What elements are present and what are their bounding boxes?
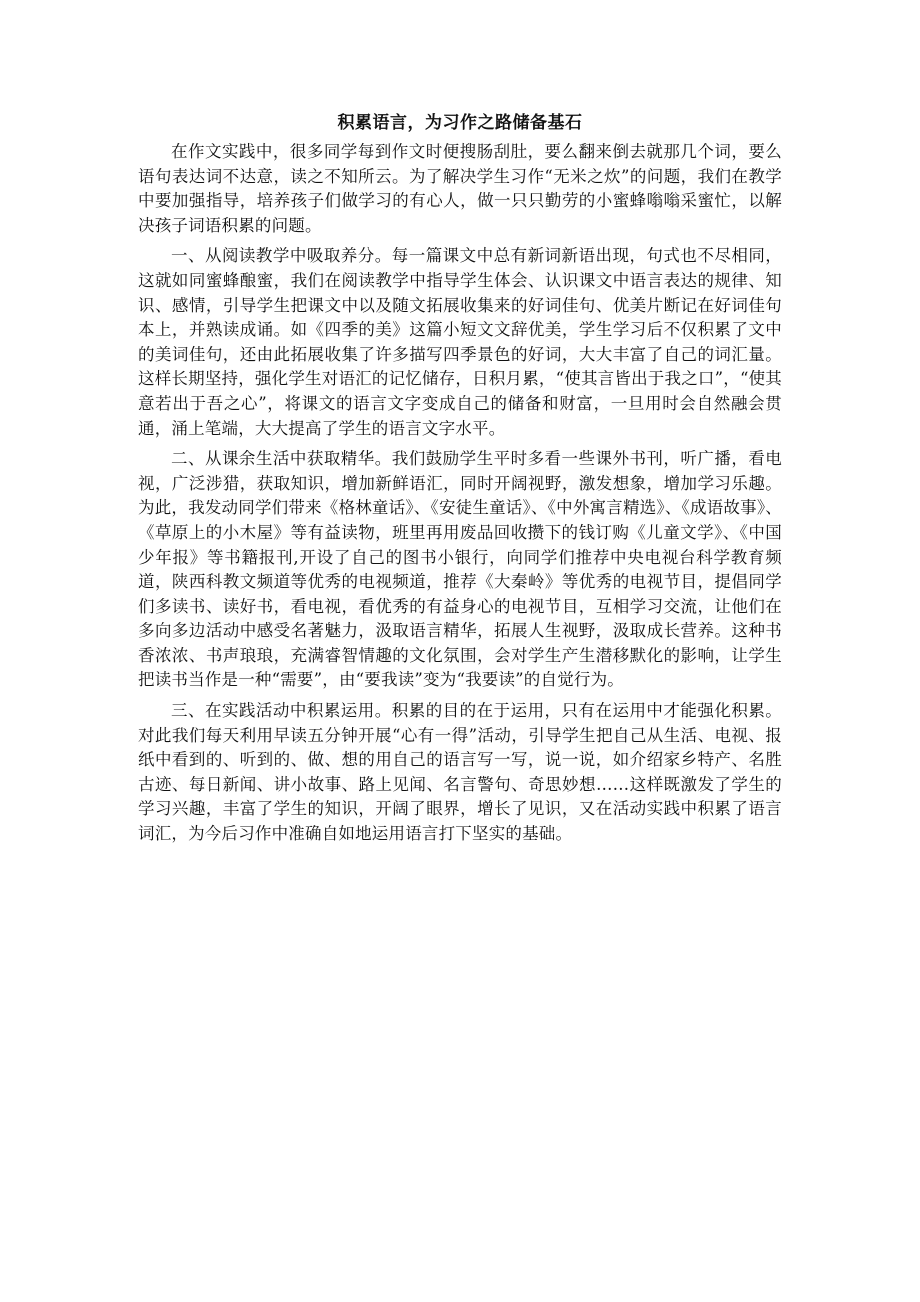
paragraph-reading: 一、从阅读教学中吸取养分。每一篇课文中总有新词新语出现，句式也不尽相同，这就如同蜜蜂酿蜜，我们在阅读教学中指导学生体会、认识课文中语言表达的规律、知识、感情，引导学生把课文中以及随文拓展收集来的好词佳句、优美片断记在好词佳句本上，并熟读成诵。如《四季的美》这篇小短文文辞优美，学生学习后不仅积累了文中的美词佳句，还由此拓展收集了许多描写四季景色的好词，大大丰富了自己的词汇量。这样长期坚持，强化学生对语汇的记忆储存，日积月累，“使其言皆出于我之口”，“使其意若出于吾之心”，将课文的语言文字变成自己的储备和财富，一旦用时会自然融会贯通，涌上笔端，大大提高了学生的语言文字水平。 bbox=[138, 246, 782, 438]
document-title: 积累语言，为习作之路储备基石 bbox=[337, 113, 583, 133]
document-body bbox=[138, 108, 782, 853]
paragraph-practice: 三、在实践活动中积累运用。积累的目的在于运用，只有在运用中才能强化积累。对此我们每天利用早读五分钟开展“心有一得”活动，引导学生把自己从生活、电视、报纸中看到的、听到的、做、想的用自己的语言写一写，说一说，如介绍家乡特产、名胜古迹、每日新闻、讲小故事、路上见闻、名言警句、奇思妙想……这样既激发了学生的学习兴趣，丰富了学生的知识，开阔了眼界，增长了见识，又在活动实践中积累了语言词汇，为今后习作中准确自如地运用语言打下坚实的基础。 bbox=[138, 701, 782, 844]
paragraph-extracurricular: 二、从课余生活中获取精华。我们鼓励学生平时多看一些课外书刊，听广播，看电视，广泛涉猎，获取知识，增加新鲜语汇，同时开阔视野，激发想象，增加学习乐趣。为此，我发动同学们带来《格林童话》、《安徒生童话》、《中外寓言精选》、《成语故事》、《草原上的小木屋》等有益读物，班里再用废品回收攒下的钱订购《儿童文学》、《中国少年报》等书籍报刊,开设了自己的图书小银行，向同学们推荐中央电视台科学教育频道，陕西科教文频道等优秀的电视频道，推荐《大秦岭》等优秀的电视节目，提倡同学们多读书、读好书，看电视，看优秀的有益身心的电视节目，互相学习交流，让他们在多向多边活动中感受名著魅力，汲取语言精华，拓展人生视野，汲取成长营养。这种书香浓浓、书声琅琅，充满睿智情趣的文化氛围，会对学生产生潜移默化的影响，让学生把读书当作是一种“需要”，由“要我读”变为“我要读”的自觉行为。 bbox=[138, 449, 782, 690]
intro-paragraph: 在作文实践中，很多同学每到作文时便搜肠刮肚，要么翻来倒去就那几个词，要么语句表达词不达意，读之不知所云。为了解决学生习作“无米之炊”的问题，我们在教学中要加强指导，培养孩子们做学习的有心人，做一只只勤劳的小蜜蜂嗡嗡采蜜忙，以解决孩子词语积累的问题。 bbox=[138, 142, 782, 235]
